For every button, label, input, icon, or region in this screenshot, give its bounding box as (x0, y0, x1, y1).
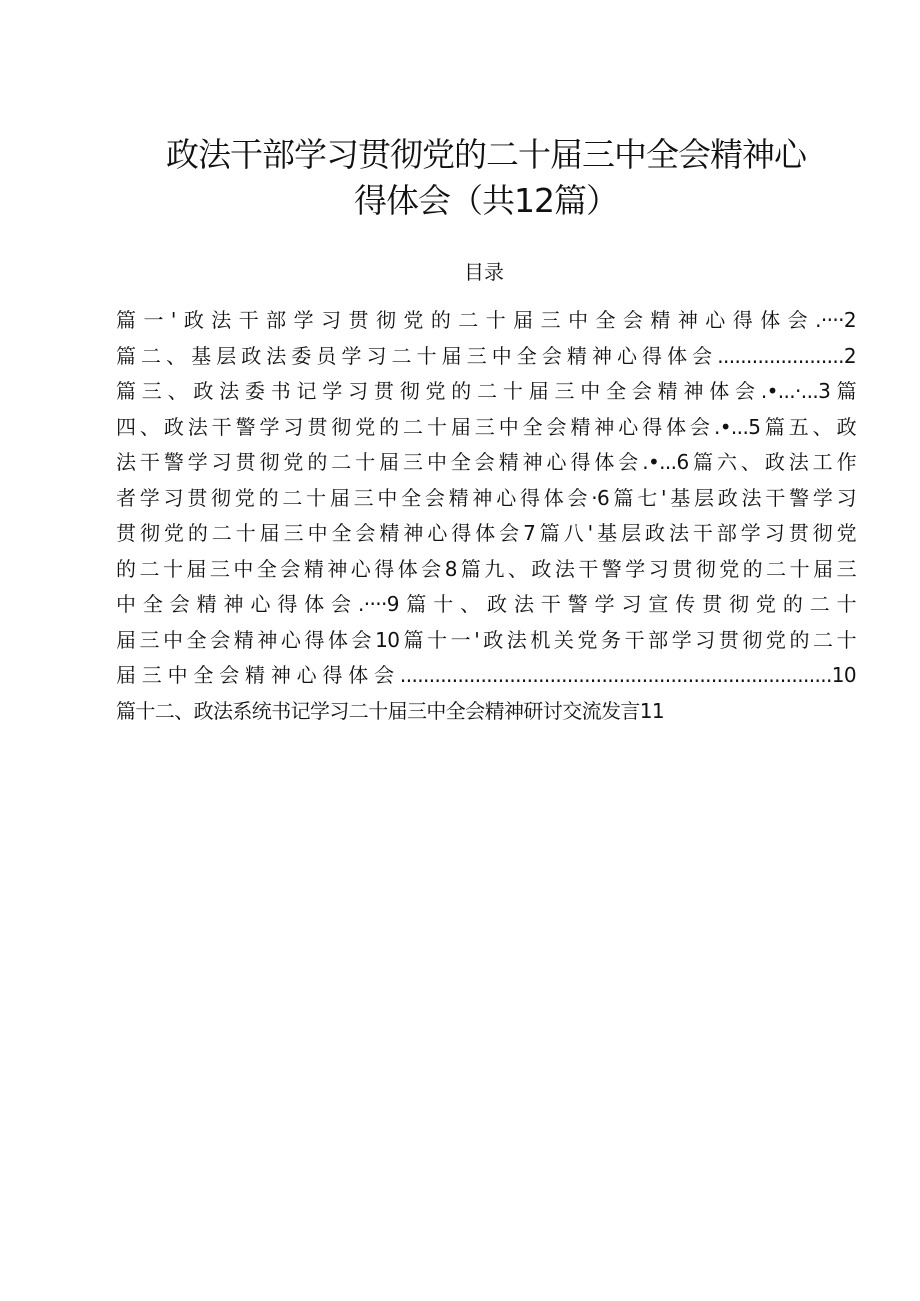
toc-heading: 目录 (464, 260, 504, 284)
title-line-2: 得体会（共12篇） (354, 181, 618, 220)
toc-line: 四、政法干警学习贯彻党的二十届三中全会精神心得体会.•...5篇五、政 (116, 414, 856, 439)
toc-line: 篇三、政法委书记学习贯彻党的二十届三中全会精神体会.•...·...3篇 (116, 379, 856, 403)
toc-line: 贯彻党的二十届三中全会精神心得体会7篇八'基层政法干部学习贯彻党 (116, 521, 856, 545)
title-line-1: 政法干部学习贯彻党的二十届三中全会精神心 (166, 135, 806, 174)
toc-line: 中全会精神心得体会.····9篇十、政法干警学习宣传贯彻党的二十 (116, 592, 856, 616)
toc-line: 届三中全会精神心得体会10篇十一'政法机关党务干部学习贯彻党的二十 (116, 627, 856, 652)
toc-line: 者学习贯彻党的二十届三中全会精神心得体会·6篇七'基层政法干警学习 (116, 485, 856, 510)
document-title (118, 132, 854, 224)
toc-line: 法干警学习贯彻党的二十届三中全会精神心得体会.•...6篇六、政法工作 (116, 450, 856, 474)
toc-line: 篇一'政法干部学习贯彻党的二十届三中全会精神心得体会.····2 (116, 308, 856, 332)
toc-line: 篇二、基层政法委员学习二十届三中全会精神心得体会......................2 (116, 343, 856, 368)
toc-line: 篇十二、政法系统书记学习二十届三中全会精神研讨交流发言11 (116, 698, 665, 723)
toc-line: 的二十届三中全会精神心得体会8篇九、政法干警学习贯彻党的二十届三 (116, 556, 856, 581)
table-of-contents (116, 303, 856, 729)
toc-line: 届三中全会精神心得体会...........................................................................10 (116, 663, 856, 687)
